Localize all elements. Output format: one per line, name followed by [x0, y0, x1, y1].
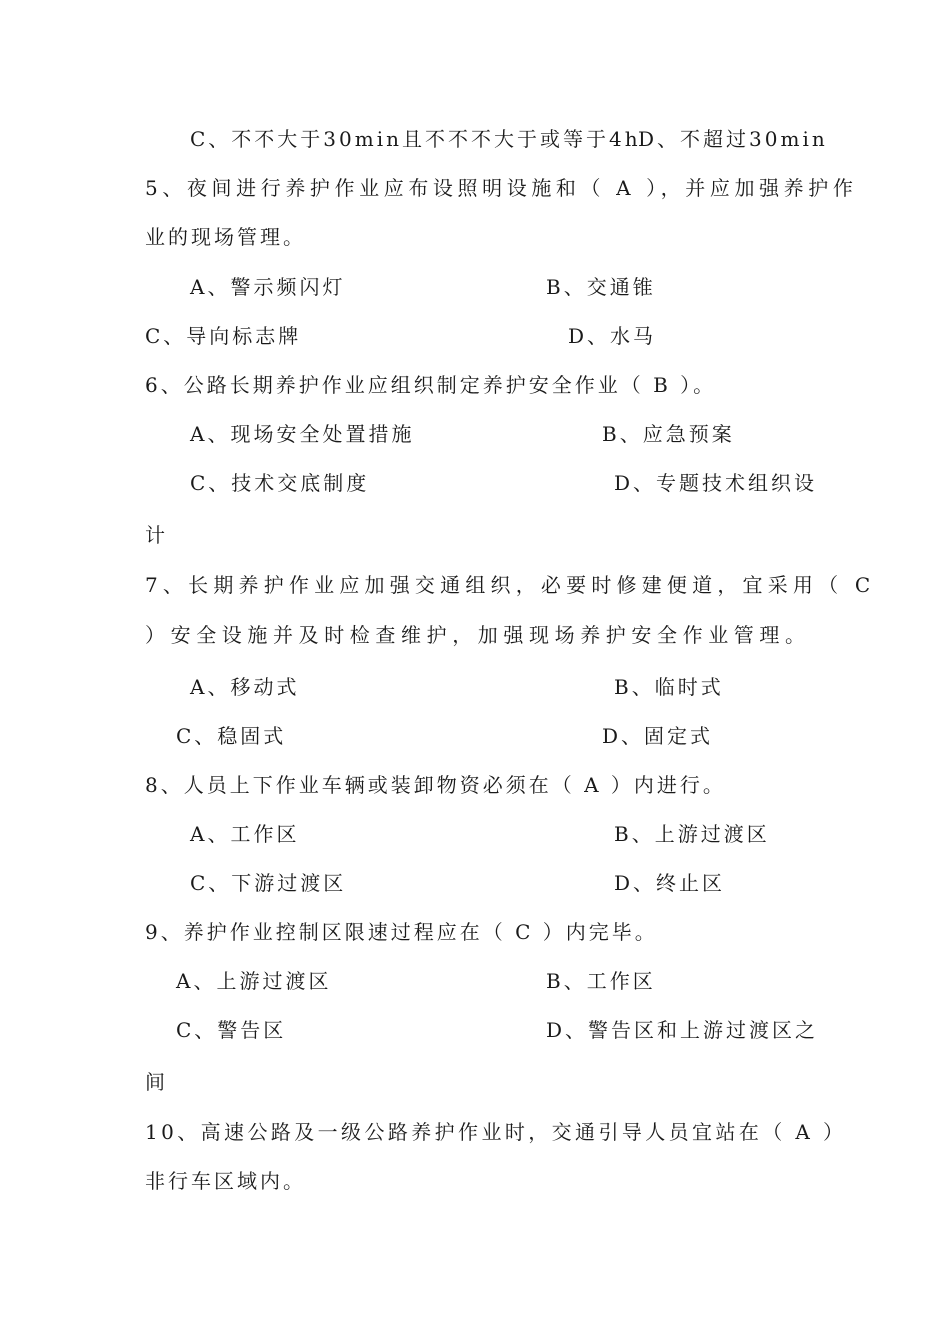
- q5-option-b: B、交通锥: [546, 275, 656, 299]
- q10-stem-line-2: 非行车区域内。: [145, 1169, 306, 1193]
- q4-option-d: D、不超过30min: [638, 127, 828, 151]
- q9-option-d-line-2: 间: [145, 1070, 168, 1094]
- q9-option-b: B、工作区: [546, 969, 656, 993]
- q4-option-c: C、不不大于30min且不不不大于或等于4h: [190, 127, 641, 151]
- q8-option-b: B、上游过渡区: [614, 822, 770, 846]
- q9-option-c: C、警告区: [176, 1018, 287, 1042]
- q6-option-d-line-2: 计: [145, 523, 168, 547]
- q7-option-c: C、稳固式: [176, 724, 287, 748]
- q5-option-d: D、水马: [568, 324, 657, 348]
- q10-stem-line-1: 10、高速公路及一级公路养护作业时，交通引导人员宜站在（ A ）: [145, 1120, 847, 1144]
- q8-option-d: D、终止区: [614, 871, 726, 895]
- q6-stem: 6、公路长期养护作业应组织制定养护安全作业（ B ）。: [145, 373, 717, 397]
- q8-option-c: C、下游过渡区: [190, 871, 347, 895]
- q5-option-c: C、导向标志牌: [145, 324, 302, 348]
- q7-option-d: D、固定式: [602, 724, 714, 748]
- q7-stem-line-1: 7、长期养护作业应加强交通组织，必要时修建便道，宜采用（ C: [145, 573, 876, 597]
- q5-stem-line-2: 业的现场管理。: [145, 225, 306, 249]
- q9-option-d-line-1: D、警告区和上游过渡区之: [546, 1018, 819, 1042]
- q7-stem-line-2: ）安全设施并及时检查维护，加强现场养护安全作业管理。: [145, 623, 811, 647]
- q5-option-a: A、警示频闪灯: [190, 275, 346, 299]
- q6-option-b: B、应急预案: [602, 422, 735, 446]
- q6-option-c: C、技术交底制度: [190, 471, 370, 495]
- q9-stem: 9、养护作业控制区限速过程应在（ C ）内完毕。: [145, 920, 658, 944]
- q6-option-d-line-1: D、专题技术组织设: [614, 471, 818, 495]
- q9-option-a: A、上游过渡区: [176, 969, 332, 993]
- q7-option-b: B、临时式: [614, 675, 724, 699]
- q6-option-a: A、现场安全处置措施: [190, 422, 415, 446]
- q5-stem-line-1: 5、夜间进行养护作业应布设照明设施和（ A ），并应加强养护作: [145, 176, 858, 200]
- q7-option-a: A、移动式: [190, 675, 300, 699]
- q8-stem: 8、人员上下作业车辆或装卸物资必须在（ A ）内进行。: [145, 773, 726, 797]
- q8-option-a: A、工作区: [190, 822, 300, 846]
